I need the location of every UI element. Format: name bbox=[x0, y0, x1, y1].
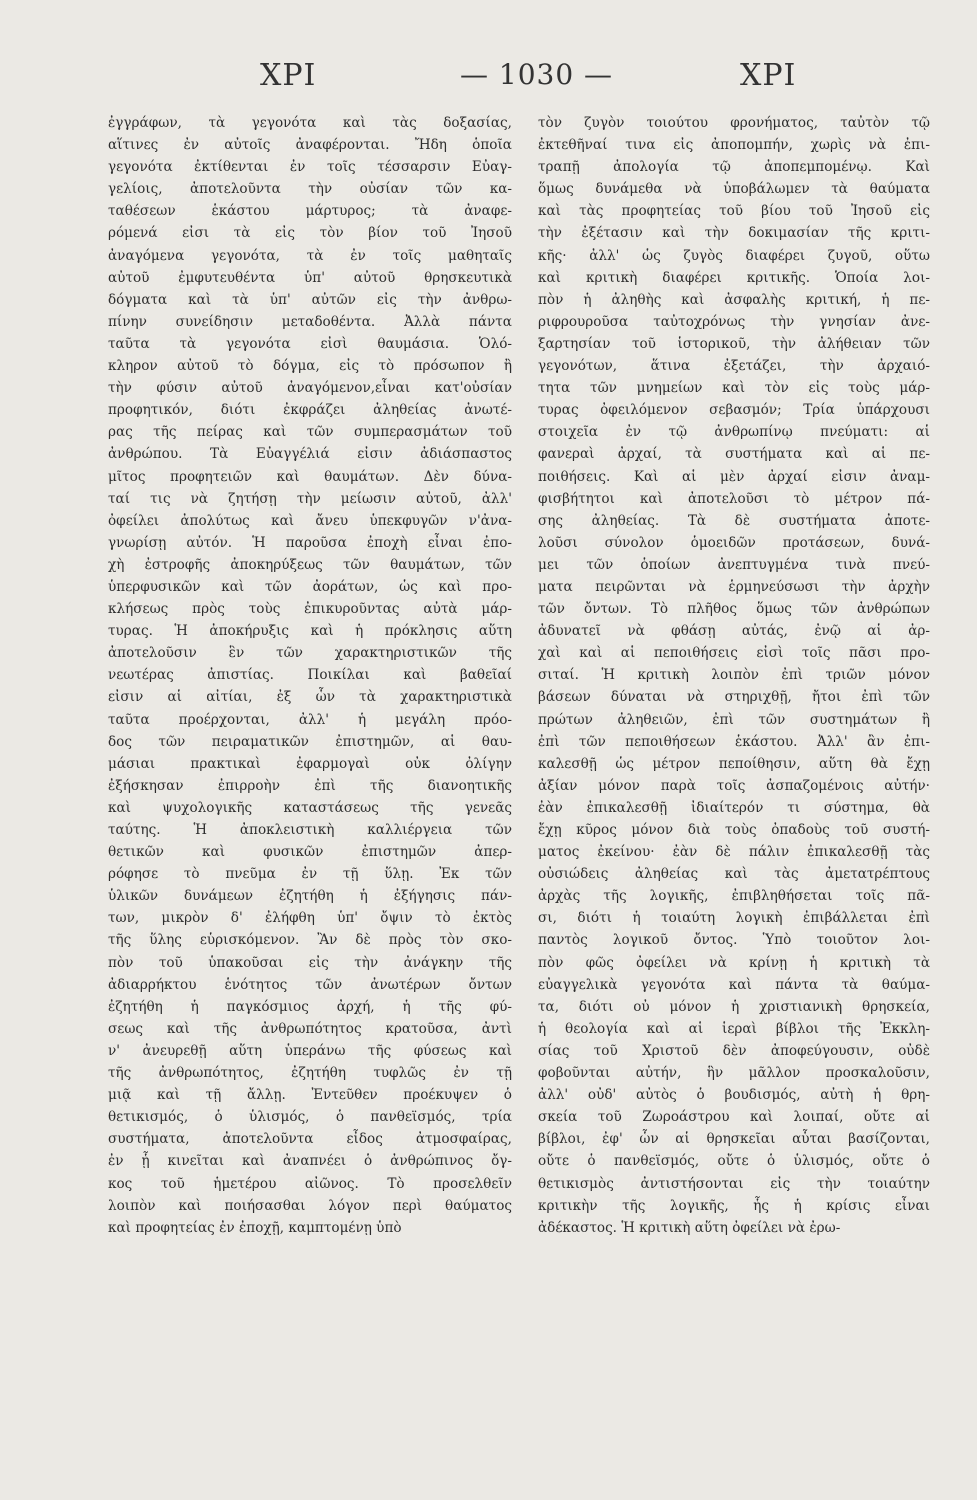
text-line: καὶ ψυχολογικῆς καταστάσεως τῆς γενεᾶς bbox=[108, 799, 512, 816]
text-line: ἀλλ' οὐδ' αὐτὸς ὁ βουδισμός, αὐτὴ ἡ θρη- bbox=[538, 1087, 930, 1104]
text-line: φοβοῦνται αὐτήν, ἣν μᾶλλον προσκαλοῦσιν, bbox=[538, 1065, 930, 1082]
text-line: μιᾷ καὶ τῇ ἄλλῃ. Ἐντεῦθεν προέκυψεν ὁ bbox=[108, 1087, 512, 1104]
text-line: ξαρτησίαν τοῦ ἱστορικοῦ, τὴν ἀλήθειαν τῶν bbox=[538, 335, 930, 352]
text-line: ρας τῆς πείρας καὶ τῶν συμπερασμάτων τοῦ bbox=[108, 424, 512, 441]
text-line: βάσεων δύναται νὰ στηριχθῇ, ἤτοι ἐπὶ τῶν bbox=[538, 689, 930, 706]
text-line: τὴν ἐξέτασιν καὶ τὴν δοκιμασίαν τῆς κριτι- bbox=[538, 225, 930, 242]
text-line: καλεσθῇ ὡς μέτρον πεποίθησιν, αὕτη θὰ ἔχῃ bbox=[538, 755, 930, 772]
text-line: τυρας. Ἡ ἀποκήρυξις καὶ ἡ πρόκλησις αὕτη bbox=[108, 623, 512, 640]
text-line: ματος ἐκείνου· ἐὰν δὲ πάλιν ἐπικαλεσθῇ τὰς bbox=[538, 844, 930, 861]
text-line: οὔτε ὁ πανθεϊσμός, οὔτε ὁ ὑλισμός, οὔτε ὁ bbox=[538, 1153, 930, 1170]
text-line: πὸν ἡ ἀληθὴς καὶ ἀσφαλὴς κριτική, ἡ πε- bbox=[538, 291, 930, 308]
text-line: καὶ κριτικὴ διαφέρει κριτικῆς. Ὁποία λοι- bbox=[538, 269, 930, 286]
text-line: ἀδέκαστος. Ἡ κριτικὴ αὕτη ὀφείλει νὰ ἐρω- bbox=[538, 1219, 841, 1236]
text-line: ἔχῃ κῦρος μόνον διὰ τοὺς ὀπαδοὺς τοῦ συστή- bbox=[538, 822, 930, 838]
text-line: συστήματα, ἀποτελοῦντα εἶδος ἀτμοσφαίρας, bbox=[108, 1131, 512, 1148]
text-line: τυρας ὀφειλόμενον σεβασμόν; Τρία ὑπάρχουσι bbox=[538, 402, 930, 419]
text-line: τῆς ὕλης εὑρισκόμενον. Ἂν δὲ πρὸς τὸν σκο- bbox=[108, 932, 512, 949]
text-line: δόγματα καὶ τὰ ὑπ' αὐτῶν εἰς τὴν ἀνθρω- bbox=[108, 291, 512, 308]
text-line: τῶν ὄντων. Τὸ πλῆθος ὅμως τῶν ἀνθρώπων bbox=[538, 601, 930, 618]
text-line: νεωτέρας ἀπιστίας. Ποικίλαι καὶ βαθεῖαί bbox=[108, 667, 512, 684]
text-line: ρόμενά εἰσι τὰ εἰς τὸν βίον τοῦ Ἰησοῦ bbox=[108, 225, 512, 242]
text-line: ἀξίαν μόνον παρὰ τοῖς ἀσπαζομένοις αὐτήν· bbox=[538, 777, 930, 794]
text-line: ἐν ᾗ κινεῖται καὶ ἀναπνέει ὁ ἀνθρώπινος ὄγ- bbox=[108, 1153, 512, 1170]
text-line: σιταί. Ἡ κριτικὴ λοιπὸν ἐπὶ τριῶν μόνον bbox=[538, 667, 930, 684]
text-line: κος τοῦ ἡμετέρου αἰῶνος. Τὸ προσελθεῖν bbox=[108, 1175, 512, 1192]
text-line: λοῦσι σύνολον ὁμοειδῶν προτάσεων, δυνά- bbox=[538, 534, 930, 551]
text-line: οὐσιώδεις ἀληθείας καὶ τὰς ἀμετατρέπτους bbox=[538, 866, 930, 883]
text-line: κῆς· ἀλλ' ὡς ζυγὸς διαφέρει ζυγοῦ, οὕτω bbox=[538, 247, 930, 264]
text-line: τὸν ζυγὸν τοιούτου φρονήματος, ταὐτὸν τῷ bbox=[538, 115, 930, 131]
text-line: ἀδιαρρήκτου ἑνότητος τῶν ἀνωτέρων ὄντων bbox=[108, 976, 512, 993]
text-line: καὶ προφητείας ἐν ἐποχῇ, καμπτομένῃ ὑπὸ bbox=[108, 1219, 402, 1236]
text-line: ὑπερφυσικῶν καὶ τῶν ἀοράτων, ὡς καὶ προ- bbox=[108, 578, 512, 595]
text-line: τὴν φύσιν αὐτοῦ ἀναγόμενον,εἶναι κατ'οὐσίαν bbox=[108, 380, 512, 397]
text-line: ἐπὶ τῶν πεποιθήσεων ἑκάστου. Ἀλλ' ἂν ἐπι- bbox=[538, 733, 930, 750]
text-line: αἵτινες ἐν αὐτοῖς ἀναφέρονται. Ἤδη ὁποῖα bbox=[108, 137, 512, 154]
text-line: ταύτης. Ἡ ἀποκλειστικὴ καλλιέργεια τῶν bbox=[108, 822, 512, 838]
text-line: σι, διότι ἡ τοιαύτη λογικὴ ἐπιβάλλεται ἐπὶ bbox=[538, 910, 930, 927]
text-line: βίβλοι, ἐφ' ὧν αἱ θρησκεῖαι αὗται βασίζονται, bbox=[538, 1131, 930, 1148]
text-line: δος τῶν πειραματικῶν ἐπιστημῶν, αἱ θαυ- bbox=[108, 733, 512, 750]
text-line: αὐτοῦ ἐμφυτευθέντα ὑπ' αὐτοῦ θρησκευτικὰ bbox=[108, 269, 512, 286]
text-line: ὑλικῶν δυνάμεων ἐζητήθη ἡ ἐξήγησις πάν- bbox=[108, 888, 512, 905]
text-line: τητα τῶν μνημείων καὶ τὸν εἰς τοὺς μάρ- bbox=[538, 380, 930, 397]
text-line: κριτικὴν τῆς λογικῆς, ἧς ἡ κρίσις εἶναι bbox=[538, 1197, 930, 1214]
right-column bbox=[538, 112, 930, 1239]
text-line: ν' ἀνευρεθῇ αὕτη ὑπεράνω τῆς φύσεως καὶ bbox=[108, 1042, 512, 1059]
text-line: κλήσεως πρὸς τοὺς ἐπικυροῦντας αὐτὰ μάρ- bbox=[108, 601, 512, 618]
text-line: χὴ ἐστροφῆς ἀποκηρύξεως τῶν θαυμάτων, τῶν bbox=[108, 556, 512, 573]
text-line: σίας τοῦ Χριστοῦ δὲν ἀποφεύγουσιν, οὐδὲ bbox=[538, 1042, 930, 1059]
text-line: ἐζητήθη ἡ παγκόσμιος ἀρχή, ἡ τῆς φύ- bbox=[108, 998, 512, 1015]
text-line: σεως καὶ τῆς ἀνθρωπότητος κρατοῦσα, ἀντὶ bbox=[108, 1020, 512, 1037]
text-line: φανεραὶ ἀρχαί, τὰ συστήματα καὶ αἱ πε- bbox=[538, 446, 930, 463]
text-line: πὸν φῶς ὀφείλει νὰ κρίνῃ ἡ κριτικὴ τὰ bbox=[538, 954, 930, 971]
text-line: σης ἀληθείας. Τὰ δὲ συστήματα ἀποτε- bbox=[538, 512, 930, 529]
text-line: θετικισμὸς ἀντιστήσονται εἰς τὴν τοιαύτην bbox=[538, 1175, 930, 1192]
text-line: λοιπὸν καὶ ποιήσασθαι λόγον περὶ θαύματος bbox=[108, 1197, 512, 1214]
text-line: γεγονότων, ἅτινα ἐξετάζει, τὴν ἀρχαιό- bbox=[538, 358, 930, 375]
text-line: ἐὰν ἐπικαλεσθῇ ἰδιαίτερόν τι σύστημα, θὰ bbox=[538, 799, 930, 816]
text-line: φισβήτητοι καὶ ἀποτελοῦσι τὸ μέτρον πά- bbox=[538, 490, 930, 507]
text-line: των, μικρὸν δ' ἐλήφθη ὑπ' ὄψιν τὸ ἐκτὸς bbox=[108, 910, 512, 927]
text-line: ἀποτελοῦσιν ἓν τῶν χαρακτηριστικῶν τῆς bbox=[108, 645, 512, 662]
text-line: μῖτος προφητειῶν καὶ θαυμάτων. Δὲν δύνα- bbox=[108, 468, 512, 485]
text-line: ταί τις νὰ ζητήσῃ τὴν μείωσιν αὐτοῦ, ἀλλ' bbox=[108, 490, 512, 507]
left-column bbox=[108, 112, 512, 1239]
page-number: — 1030 — bbox=[460, 58, 614, 91]
text-line: εἰσιν αἱ αἰτίαι, ἐξ ὧν τὰ χαρακτηριστικὰ bbox=[108, 689, 512, 706]
text-line: ταθέσεων ἑκάστου μάρτυρος; τὰ ἀναφε- bbox=[108, 203, 512, 220]
text-line: θετικῶν καὶ φυσικῶν ἐπιστημῶν ἀπερ- bbox=[108, 844, 512, 861]
page-header bbox=[100, 58, 860, 98]
text-line: ταῦτα τὰ γεγονότα εἰσὶ θαυμάσια. Ὁλό- bbox=[108, 335, 512, 352]
text-line: ἀδυνατεῖ νὰ φθάσῃ αὐτάς, ἐνῷ αἱ ἀρ- bbox=[538, 623, 930, 640]
text-line: τραπῇ ἀπολογία τῷ ἀποπεμπομένῳ. Καὶ bbox=[538, 159, 930, 176]
text-line: ἐξήσκησαν ἐπιρροὴν ἐπὶ τῆς διανοητικῆς bbox=[108, 777, 512, 794]
text-line: ἐκτεθῆναί τινα εἰς ἀποπομπήν, χωρὶς νὰ ἐπι- bbox=[538, 137, 930, 154]
text-line: ἀνθρώπου. Τὰ Εὐαγγέλιά εἰσιν ἀδιάσπαστος bbox=[108, 446, 512, 463]
text-line: στοιχεῖα ἐν τῷ ἀνθρωπίνῳ πνεύματι: αἱ bbox=[538, 424, 930, 441]
text-line: ὅμως δυνάμεθα νὰ ὑποβάλωμεν τὰ θαύματα bbox=[538, 181, 930, 198]
text-line: σκεία τοῦ Ζωροάστρου καὶ λοιπαί, οὔτε αἱ bbox=[538, 1109, 930, 1126]
text-line: χαὶ καὶ αἱ πεποιθήσεις εἰσὶ τοῖς πᾶσι προ- bbox=[538, 645, 930, 662]
text-line: ἡ θεολογία καὶ αἱ ἱεραὶ βίβλοι τῆς Ἐκκλη- bbox=[538, 1020, 930, 1037]
text-line: γνωρίσῃ αὐτόν. Ἡ παροῦσα ἐποχὴ εἶναι ἐπο- bbox=[108, 534, 512, 551]
text-line: γελίοις, ἀποτελοῦντα τὴν οὐσίαν τῶν κα- bbox=[108, 181, 512, 198]
text-line: ταῦτα προέρχονται, ἀλλ' ἡ μεγάλη πρόο- bbox=[108, 711, 512, 728]
text-line: μει τῶν ὁποίων ἀνεπτυγμένα τινὰ πνεύ- bbox=[538, 556, 930, 573]
text-line: πίνην συνείδησιν μεταδοθέντα. Ἀλλὰ πάντα bbox=[108, 313, 512, 330]
text-line: γεγονότα ἐκτίθενται ἐν τοῖς τέσσαρσιν Εὐαγ- bbox=[108, 159, 512, 176]
text-line: ἀρχὰς τῆς λογικῆς, ἐπιβληθήσεται τοῖς πᾶ- bbox=[538, 888, 930, 905]
text-line: θετικισμός, ὁ ὑλισμός, ὁ πανθεϊσμός, τρία bbox=[108, 1109, 512, 1126]
header-left-term: ΧΡΙ bbox=[260, 58, 317, 93]
text-line: μάσιαι πρακτικαὶ ἐφαρμογαὶ οὐκ ὀλίγην bbox=[108, 755, 512, 772]
text-line: πρώτων ἀληθειῶν, ἐπὶ τῶν συστημάτων ἢ bbox=[538, 711, 930, 728]
text-line: τῆς ἀνθρωπότητος, ἐζητήθη τυφλῶς ἐν τῇ bbox=[108, 1065, 512, 1082]
text-line: ἐγγράφων, τὰ γεγονότα καὶ τὰς δοξασίας, bbox=[108, 115, 512, 131]
text-line: ριφρουροῦσα ταὐτοχρόνως τὴν γνησίαν ἀνε- bbox=[538, 313, 930, 330]
text-line: προφητικόν, διότι ἐκφράζει ἀληθείας ἀνωτέ- bbox=[108, 402, 512, 419]
text-line: ματα πειρῶνται νὰ ἑρμηνεύσωσι τὴν ἀρχὴν bbox=[538, 578, 930, 595]
text-line: τα, διότι οὐ μόνον ἡ χριστιανικὴ θρησκεία, bbox=[538, 998, 930, 1015]
text-line: παντὸς λογικοῦ ὄντος. Ὑπὸ τοιοῦτον λοι- bbox=[538, 932, 930, 949]
text-line: κληρον αὐτοῦ τὸ δόγμα, εἰς τὸ πρόσωπον ἢ bbox=[108, 358, 512, 375]
text-line: ποιθήσεις. Καὶ αἱ μὲν ἀρχαί εἰσιν ἀναμ- bbox=[538, 468, 930, 485]
text-line: καὶ τὰς προφητείας τοῦ βίου τοῦ Ἰησοῦ εἰς bbox=[538, 203, 930, 220]
text-line: ὀφείλει ἀπολύτως καὶ ἄνευ ὑπεκφυγῶν ν'ἀνα- bbox=[108, 512, 512, 529]
text-line: ρόφησε τὸ πνεῦμα ἐν τῇ ὕλῃ. Ἐκ τῶν bbox=[108, 866, 512, 883]
header-right-term: ΧΡΙ bbox=[740, 58, 797, 93]
text-line: εὐαγγελικὰ γεγονότα καὶ πάντα τὰ θαύμα- bbox=[538, 976, 930, 993]
text-line: πὸν τοῦ ὑπακοῦσαι εἰς τὴν ἀνάγκην τῆς bbox=[108, 954, 512, 971]
text-line: ἀναγόμενα γεγονότα, τὰ ἐν τοῖς μαθηταῖς bbox=[108, 247, 512, 264]
